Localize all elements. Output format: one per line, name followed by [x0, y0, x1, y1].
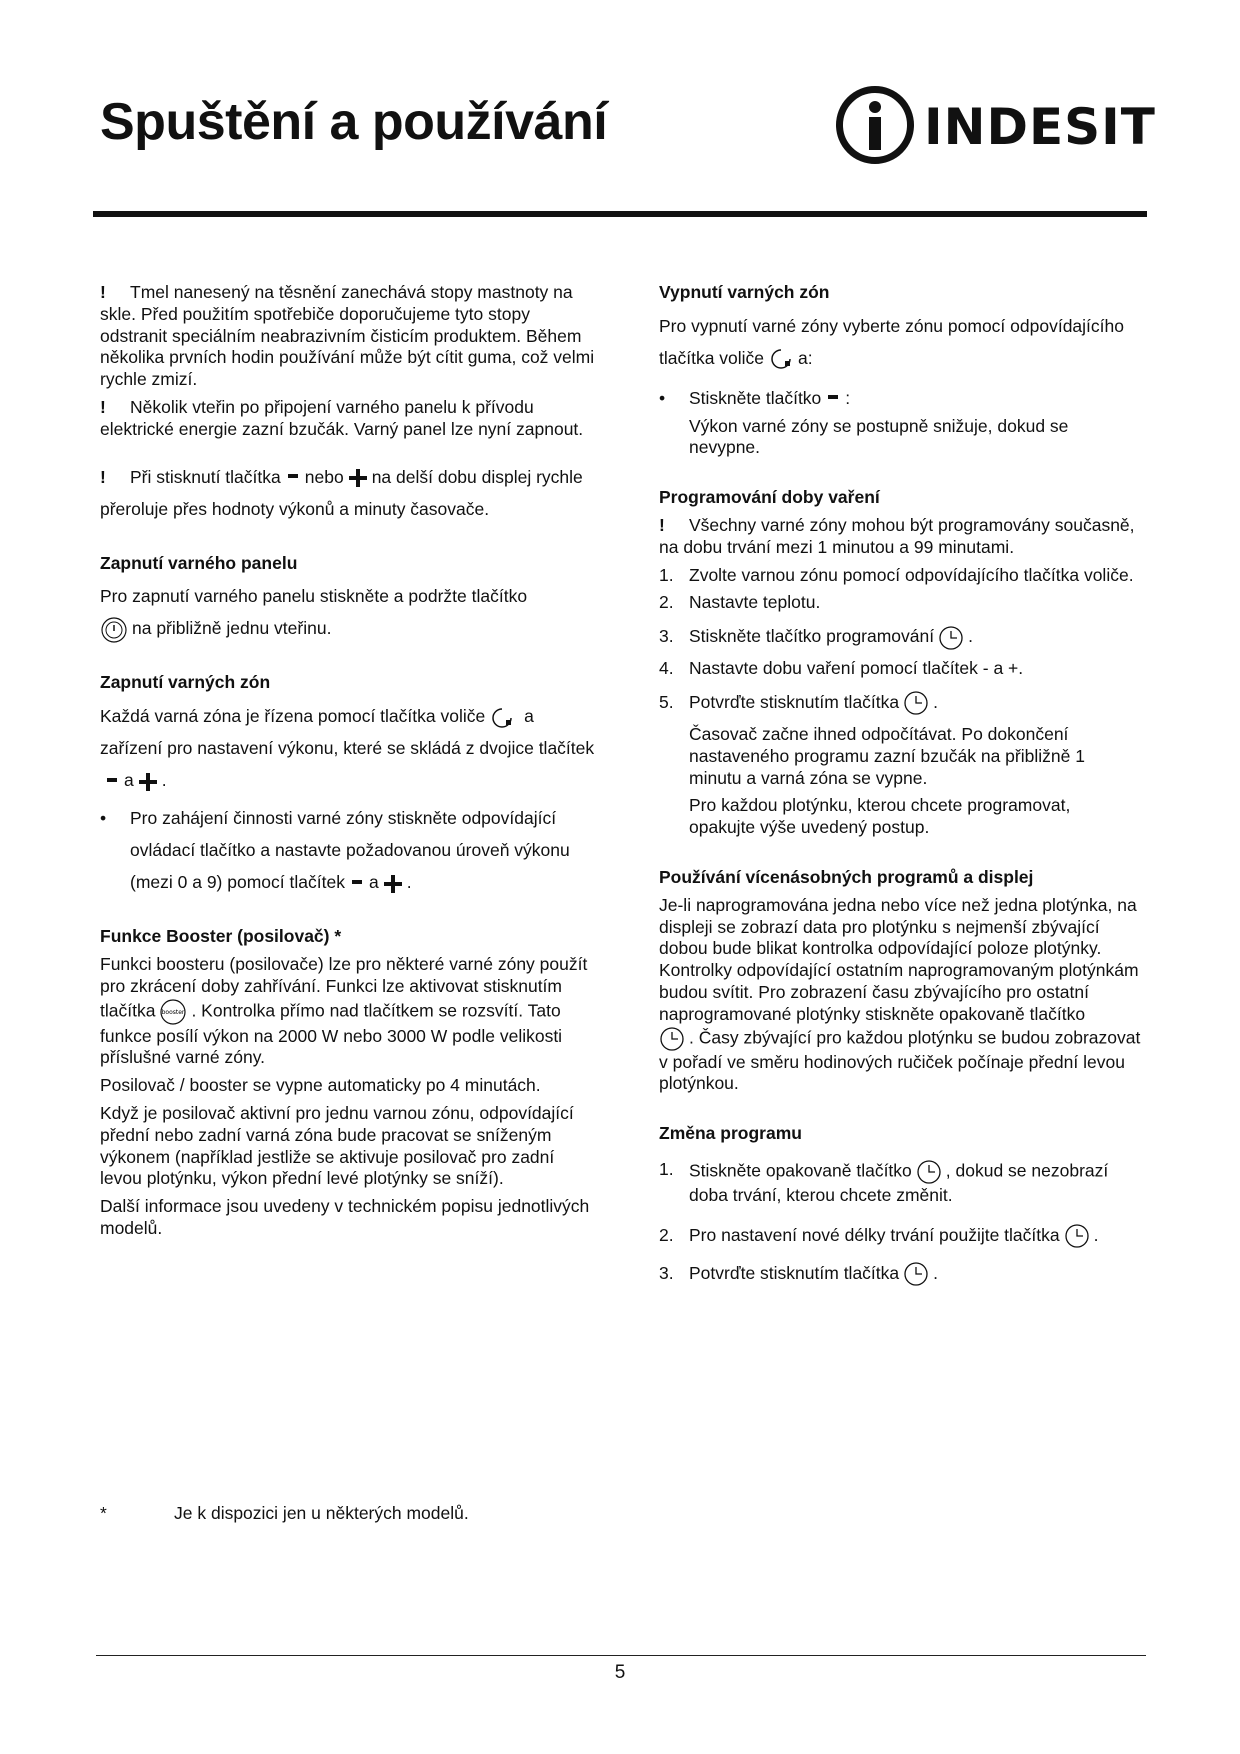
- clock-icon: [903, 690, 929, 716]
- note-sealant: ! Tmel nanesený na těsnění zanechává stopy mastnoty na skle. Před použitím spotřebiče doporučujeme tyto stopy odstranit speciálním neabrazivním čisticím produktem. Během několika prvních hodin používání může být cítit guma, což velmi rychle zmizí.: [100, 282, 595, 390]
- section-zones-off: [659, 282, 1141, 459]
- clock-icon: [938, 625, 964, 651]
- logo-wordmark: INDESIT: [924, 98, 1156, 156]
- programming-step-2: 2. Nastavte teplotu.: [659, 592, 821, 613]
- note-long-press: ! Při stisknutí tlačítka nebo na delší dobu displej rychle přeroluje přes hodnoty výkonů a minuty časovače.: [100, 466, 583, 519]
- page-title: Spuštění a používání: [100, 93, 608, 151]
- programming-step-5-sub-2: Pro každou plotýnku, kterou chcete programovat, opakujte výše uvedený postup.: [689, 795, 1071, 838]
- section-booster: [100, 926, 595, 1240]
- multi-heading: Používání vícenásobných programů a displej: [659, 866, 1034, 887]
- section-change: [659, 1123, 1141, 1289]
- clock-icon: [903, 1261, 929, 1287]
- clock-icon: [916, 1159, 942, 1185]
- footnote: [100, 1503, 469, 1524]
- selector-icon: [768, 346, 794, 372]
- footnote-text: Je k dispozici jen u některých modelů.: [174, 1503, 469, 1523]
- booster-text-3: Když je posilovač aktivní pro jednu varnou zónu, odpovídající přední nebo zadní varná zóna bude pracovat se sníženým výkonem (například jestliže se aktivuje posilovač pro zadní levou plotýnku, výkon přední levé plotýnky se sníží).: [100, 1102, 574, 1189]
- change-step-2: 2. Pro nastavení nové délky trvání použijte tlačítka .: [659, 1219, 1141, 1251]
- programming-step-3: 3. Stiskněte tlačítko programování .: [659, 620, 1141, 652]
- minus-icon: [349, 876, 365, 892]
- indesit-logo: [836, 86, 1156, 170]
- booster-text-2: Posilovač / booster se vypne automaticky po 4 minutách.: [100, 1075, 541, 1096]
- plus-icon: [138, 772, 158, 792]
- note-buzzer: ! Několik vteřin po připojení varného panelu k přívodu elektrické energie zazní bzučák. Varný panel lze nyní zapnout.: [100, 396, 584, 439]
- panel-on-text: Pro zapnutí varného panelu stiskněte a podržte tlačítko na přibližně jednu vteřinu.: [100, 580, 595, 644]
- logo-i-stem: [869, 117, 881, 150]
- zones-off-heading: Vypnutí varných zón: [659, 282, 830, 302]
- panel-on-heading: Zapnutí varného panelu: [100, 552, 298, 573]
- clock-icon: [1064, 1223, 1090, 1249]
- programming-step-5-sub-1: Časovač začne ihned odpočítávat. Po dokončení nastaveného programu zazní bzučák na přibližně 1 minutu a varná zóna se vypne.: [689, 723, 1085, 788]
- programming-step-1: 1. Zvolte varnou zónu pomocí odpovídajícího tlačítka voliče.: [659, 564, 1134, 585]
- section-programming: [659, 487, 1141, 839]
- header-rule: [93, 211, 1147, 217]
- plus-icon: [348, 468, 368, 488]
- svg-text:booster: booster: [162, 1008, 185, 1016]
- selector-icon: [489, 705, 515, 731]
- zones-on-heading: Zapnutí varných zón: [100, 672, 271, 693]
- zones-off-text: Pro vypnutí varné zóny vyberte zónu pomocí odpovídajícího tlačítka voliče a:: [659, 310, 1141, 374]
- change-step-3: 3. Potvrďte stisknutím tlačítka .: [659, 1257, 1141, 1289]
- booster-text-4: Další informace jsou uvedeny v technickém popisu jednotlivých modelů.: [100, 1196, 590, 1238]
- clock-icon: [659, 1026, 685, 1052]
- zones-off-subtext: Výkon varné zóny se postupně snižuje, dokud se nevypne.: [689, 415, 1069, 458]
- minus-icon: [825, 391, 841, 407]
- booster-heading: Funkce Booster (posilovač) *: [100, 926, 342, 947]
- programming-note: ! Všechny varné zóny mohou být programovány současně, na dobu trvání mezi 1 minutou a 99 minutami.: [659, 514, 1135, 557]
- page-number: 5: [614, 1662, 626, 1683]
- left-column: [100, 282, 595, 1246]
- section-multi: [659, 867, 1141, 1095]
- footnote-marker: *: [100, 1503, 107, 1523]
- power-button-icon: [100, 616, 128, 644]
- plus-icon: [383, 874, 403, 894]
- programming-step-5: 5. Potvrďte stisknutím tlačítka .: [659, 686, 1141, 718]
- zones-on-bullet: • Pro zahájení činnosti varné zóny stiskněte odpovídající ovládací tlačítko a nastavte požadovanou úroveň výkonu (mezi 0 a 9) pomocí tlačítek a .: [100, 808, 570, 893]
- minus-icon: [104, 774, 120, 790]
- section-panel-on: [100, 553, 595, 645]
- section-zones-on: [100, 672, 595, 898]
- zones-on-text: Každá varná zóna je řízena pomocí tlačítka voliče a zařízení pro nastavení výkonu, které se skládá z dvojice tlačítek a .: [100, 706, 595, 791]
- right-column: [659, 282, 1141, 1295]
- footer-rule: [96, 1655, 1146, 1656]
- programming-step-4: 4. Nastavte dobu vaření pomocí tlačítek - a +.: [659, 658, 1024, 679]
- change-heading: Změna programu: [659, 1123, 802, 1144]
- zones-off-bullet: • Stiskněte tlačítko :: [659, 387, 851, 408]
- logo-i-dot: [869, 101, 881, 113]
- minus-icon: [285, 470, 301, 486]
- programming-heading: Programování doby vaření: [659, 487, 880, 508]
- booster-icon: [159, 998, 187, 1026]
- multi-text: Je-li naprogramována jedna nebo více než jedna plotýnka, na displeji se zobrazí data pro plotýnku s nejmenší zbývající dobou bude blikat kontrolka odpovídající poloze plotýnky. Kontrolky odpovídající ostatním naprogramovaným plotýnkám budou svítit. Pro zobrazení času zbývajícího pro ostatní naprogramované plotýnky stiskněte opakovaně tlačítko . Časy zbývající pro každou plotýnku se budou zobrazovat v pořadí ve směru hodinových ručiček počínaje přední levou plotýnkou.: [659, 894, 1141, 1094]
- change-step-1: 1. Stiskněte opakovaně tlačítko , dokud se nezobrazí doba trvání, kterou chcete změnit.: [659, 1158, 1109, 1205]
- booster-text-1: Funkci boosteru (posilovače) lze pro některé varné zóny použít pro zkrácení doby zahřívání. Funkci lze aktivovat stisknutím tlačítka booster . Kontrolka přímo nad tlačítkem se rozsvítí. Tato funkce posílí výkon na 2000 W nebo 3000 W podle velikosti příslušné varné zóny.: [100, 953, 588, 1068]
